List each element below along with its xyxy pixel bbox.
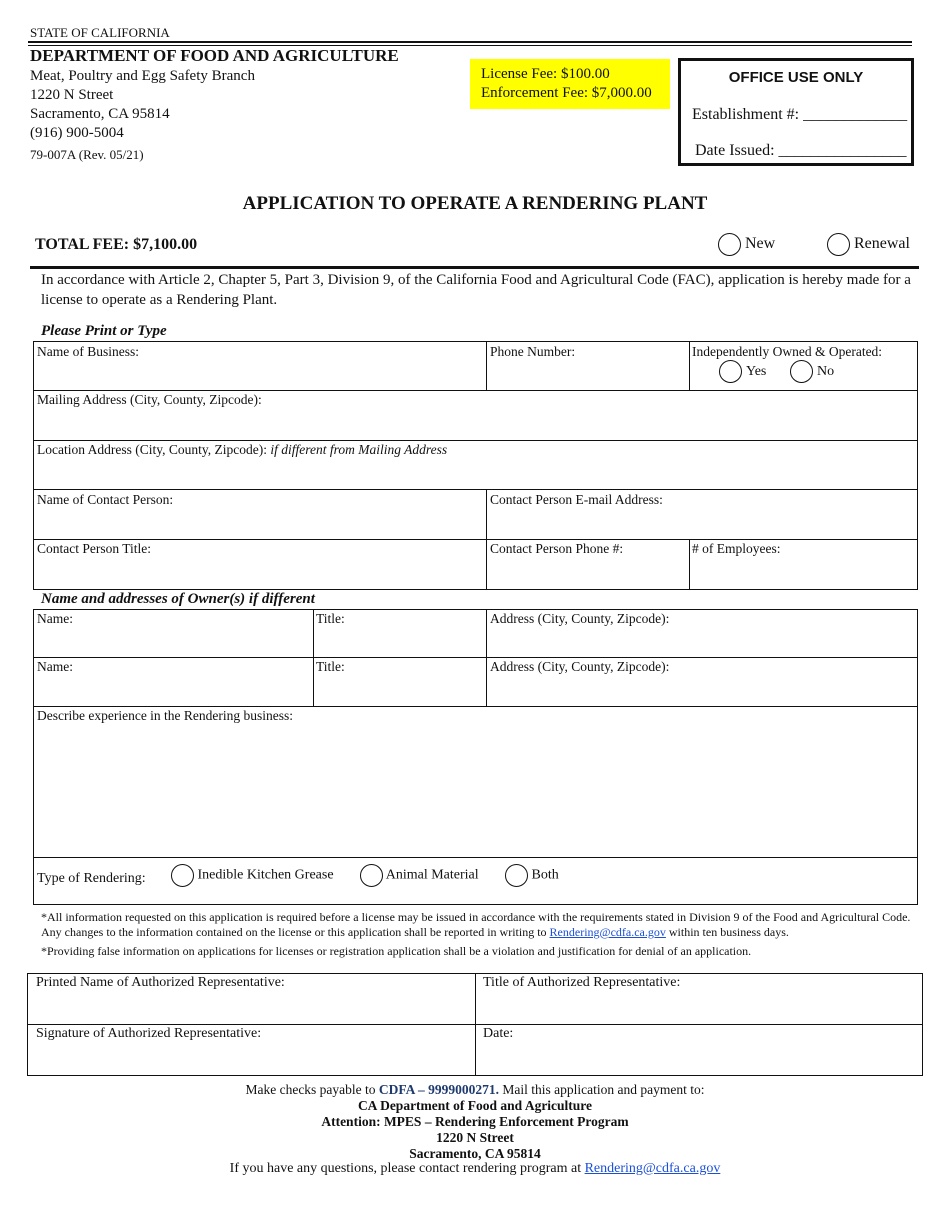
- owner2-address-field[interactable]: Address (City, County, Zipcode):: [490, 659, 670, 674]
- owner1-name-field[interactable]: Name:: [37, 611, 73, 626]
- grease-radio[interactable]: [171, 864, 194, 887]
- owned-yes-label: Yes: [746, 364, 767, 380]
- animal-radio[interactable]: [360, 864, 383, 887]
- phone-number: (916) 900-5004: [30, 125, 124, 141]
- footer-line1: CA Department of Food and Agriculture: [357, 1098, 593, 1113]
- grease-label: Inedible Kitchen Grease: [197, 867, 334, 883]
- location-address-note: if different from Mailing Address: [270, 442, 448, 457]
- animal-option[interactable]: [360, 864, 479, 887]
- rep-title-field[interactable]: Title of Authorized Representative:: [483, 975, 681, 990]
- both-label: Both: [531, 867, 559, 883]
- new-option[interactable]: [718, 233, 775, 256]
- note1-text-end: within ten business days.: [665, 925, 789, 939]
- header-rule: [28, 41, 912, 43]
- independently-owned-label: Independently Owned & Operated:: [692, 344, 883, 359]
- owner1-address-field[interactable]: Address (City, County, Zipcode):: [490, 611, 670, 626]
- note-false-info: *Providing false information on applications for licenses or registration application shall be a violation and justification for denial of an application.: [41, 944, 752, 958]
- checks-text: Make checks payable to: [245, 1082, 379, 1097]
- contact-title-field[interactable]: Contact Person Title:: [37, 541, 152, 556]
- owner1-title-field[interactable]: Title:: [316, 611, 345, 626]
- location-address-field[interactable]: [37, 442, 447, 458]
- establishment-number: Establishment #: _____________: [692, 106, 908, 123]
- footer-line2: Attention: MPES – Rendering Enforcement Program: [321, 1114, 629, 1129]
- owners-table: [33, 609, 918, 905]
- city-address: Sacramento, CA 95814: [30, 106, 170, 122]
- new-label: New: [745, 235, 776, 253]
- contact-phone-field[interactable]: Contact Person Phone #:: [490, 541, 624, 556]
- both-radio[interactable]: [505, 864, 528, 887]
- note1-text: *All information requested on this application is required before a license may be issued in accordance with the requirements stated in Division 9 of the Food and Agricultural Code. Any changes to the information contained on the license or this application shall be reported in writing to: [41, 910, 911, 939]
- questions-email-link[interactable]: Rendering@cdfa.ca.gov: [584, 1161, 721, 1176]
- print-or-type-heading: Please Print or Type: [41, 323, 167, 339]
- footer-questions: [0, 1161, 950, 1177]
- office-use-title: OFFICE USE ONLY: [728, 69, 864, 86]
- business-info-table: [33, 341, 918, 590]
- checks-payee: CDFA – 9999000271.: [378, 1082, 500, 1097]
- owned-yes-radio[interactable]: [719, 360, 742, 383]
- checks-text-end: Mail this application and payment to:: [499, 1082, 705, 1097]
- both-option[interactable]: [505, 864, 559, 887]
- owned-no-radio[interactable]: [790, 360, 813, 383]
- location-address-label: Location Address (City, County, Zipcode):: [37, 442, 267, 457]
- office-use-box: [678, 58, 914, 166]
- branch-name: Meat, Poultry and Egg Safety Branch: [30, 68, 255, 84]
- intro-text: In accordance with Article 2, Chapter 5, Part 3, Division 9, of the California Food and Agricultural Code (FAC), application is hereby made for a license to operate as a Rendering Plant.: [41, 272, 911, 308]
- owned-no-label: No: [817, 364, 835, 380]
- contact-name-field[interactable]: Name of Contact Person:: [37, 492, 174, 507]
- owner2-name-field[interactable]: Name:: [37, 659, 73, 674]
- owned-yes-option[interactable]: [719, 360, 766, 383]
- footer-line3: 1220 N Street: [436, 1130, 514, 1145]
- signature-table: [27, 973, 923, 1076]
- state-label: STATE OF CALIFORNIA: [30, 25, 170, 40]
- date-issued: Date Issued: ________________: [695, 142, 907, 159]
- signature-field[interactable]: Signature of Authorized Representative:: [36, 1026, 262, 1041]
- employees-field[interactable]: # of Employees:: [692, 541, 781, 556]
- owner2-title-field[interactable]: Title:: [316, 659, 345, 674]
- note-required-info: [41, 910, 911, 940]
- department-name: DEPARTMENT OF FOOD AND AGRICULTURE: [30, 46, 399, 65]
- experience-field[interactable]: Describe experience in the Rendering business:: [37, 708, 294, 723]
- footer-line4: Sacramento, CA 95814: [409, 1146, 541, 1161]
- renewal-radio[interactable]: [827, 233, 850, 256]
- renewal-label: Renewal: [854, 235, 910, 253]
- questions-text: If you have any questions, please contact rendering program at: [229, 1161, 585, 1176]
- renewal-option[interactable]: [827, 233, 910, 256]
- total-fee: TOTAL FEE: $7,100.00: [35, 236, 198, 253]
- page-title: APPLICATION TO OPERATE A RENDERING PLANT: [242, 193, 708, 214]
- fee-box: [470, 59, 670, 109]
- footer-checks-line: [0, 1082, 950, 1098]
- grease-option[interactable]: [171, 864, 334, 887]
- enforcement-fee: Enforcement Fee: $7,000.00: [481, 85, 652, 101]
- street-address: 1220 N Street: [30, 87, 114, 103]
- mailing-address-field[interactable]: Mailing Address (City, County, Zipcode):: [37, 392, 262, 407]
- business-name-field[interactable]: Name of Business:: [37, 344, 139, 359]
- owners-heading: Name and addresses of Owner(s) if different: [41, 591, 315, 607]
- license-fee: License Fee: $100.00: [481, 66, 610, 82]
- contact-email-field[interactable]: Contact Person E-mail Address:: [490, 492, 663, 507]
- animal-label: Animal Material: [385, 867, 479, 883]
- date-field[interactable]: Date:: [483, 1026, 514, 1041]
- owned-no-option[interactable]: [790, 360, 834, 383]
- printed-name-field[interactable]: Printed Name of Authorized Representative:: [36, 975, 285, 990]
- note1-email-link[interactable]: Rendering@cdfa.ca.gov: [549, 925, 666, 939]
- title-rule: [30, 266, 919, 269]
- new-radio[interactable]: [718, 233, 741, 256]
- rendering-type-row: [37, 867, 146, 891]
- rendering-type-label: Type of Rendering:: [37, 871, 146, 886]
- form-number: 79-007A (Rev. 05/21): [30, 147, 144, 162]
- phone-field[interactable]: Phone Number:: [490, 344, 576, 359]
